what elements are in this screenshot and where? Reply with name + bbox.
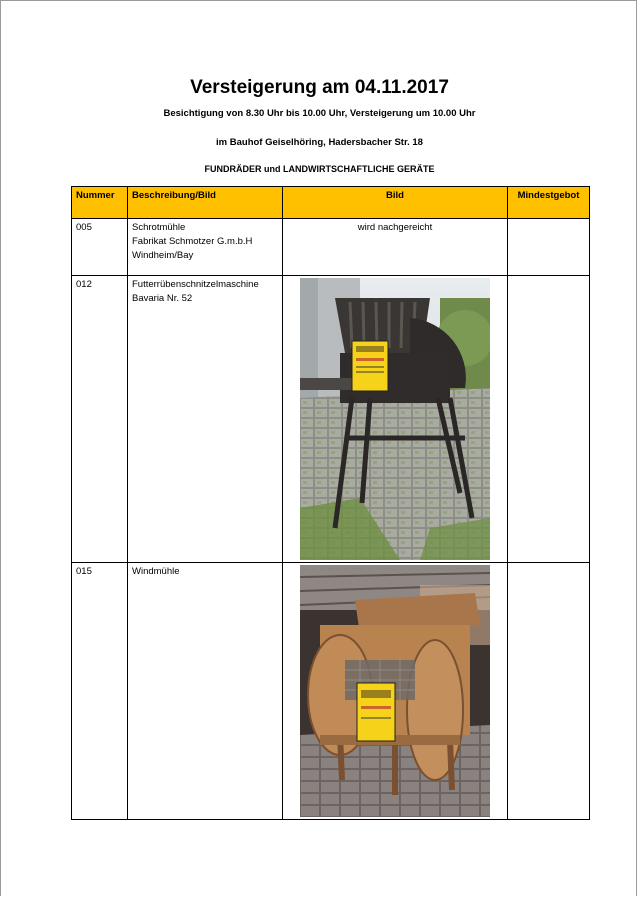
column-header-nummer: Nummer xyxy=(72,187,128,219)
viewing-times: Besichtigung von 8.30 Uhr bis 10.00 Uhr, Versteigerung um 10.00 Uhr xyxy=(163,108,476,119)
column-header-bild: Bild xyxy=(283,187,508,219)
item-minimum-bid xyxy=(508,563,590,820)
column-header-beschreibung: Beschreibung/Bild xyxy=(128,187,283,219)
item-description xyxy=(128,219,283,276)
location: im Bauhof Geiselhöring, Hadersbacher Str. 18 xyxy=(216,137,423,148)
description-line: Fabrikat Schmotzer G.m.b.H xyxy=(132,236,253,247)
category-heading: FUNDRÄDER und LANDWIRTSCHAFTLICHE GERÄTE xyxy=(204,164,435,174)
table-header-row xyxy=(72,187,590,219)
item-number: 005 xyxy=(72,219,128,276)
description-line: Futterrübenschnitzelmaschine xyxy=(132,279,259,290)
description-line: Windheim/Bay xyxy=(132,250,194,261)
document-title: Versteigerung am 04.11.2017 xyxy=(190,77,449,98)
item-number: 015 xyxy=(72,563,128,820)
winnowing-mill-photo xyxy=(300,565,490,817)
item-image-cell xyxy=(283,563,508,820)
table-row xyxy=(72,276,590,563)
auction-items-table xyxy=(71,186,590,820)
table-row xyxy=(72,563,590,820)
table-row xyxy=(72,219,590,276)
item-image-cell xyxy=(283,276,508,563)
chaff-cutter-photo xyxy=(300,278,490,560)
item-number: 012 xyxy=(72,276,128,563)
item-description xyxy=(128,276,283,563)
description-line: Schrotmühle xyxy=(132,222,186,233)
description-line: Bavaria Nr. 52 xyxy=(132,293,193,304)
item-image-note: wird nachgereicht xyxy=(283,219,508,276)
description-line: Windmühle xyxy=(132,566,180,577)
column-header-mindestgebot: Mindestgebot xyxy=(508,187,590,219)
item-minimum-bid xyxy=(508,219,590,276)
item-minimum-bid xyxy=(508,276,590,563)
item-description xyxy=(128,563,283,820)
